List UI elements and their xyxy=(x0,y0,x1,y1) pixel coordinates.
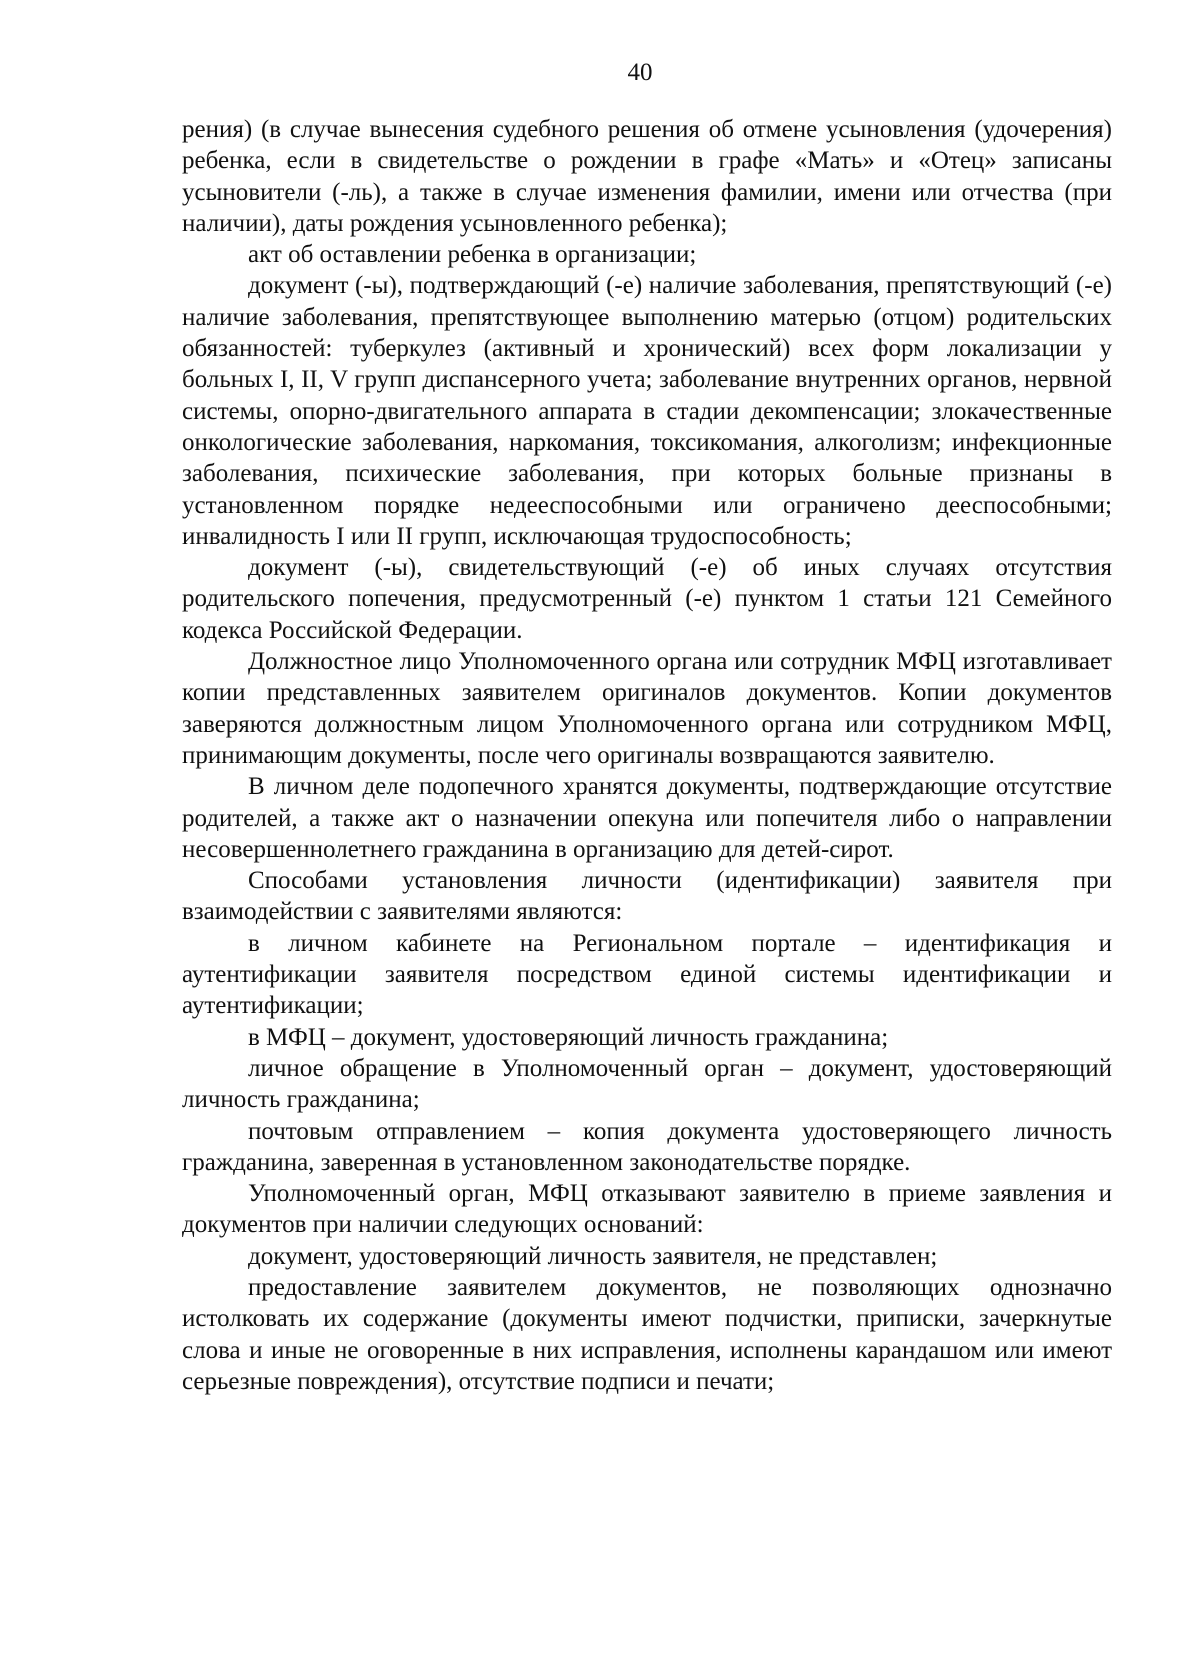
paragraph-personal-file: В личном деле подопечного хранятся документы, подтверждающие отсутствие родителей, а также акт о назначении опекуна или попечителя либо о направлении несовершеннолетнего гражданина в организацию для детей-сирот. xyxy=(182,773,1112,863)
paragraph-other-cases: документ (-ы), свидетельствующий (-е) об иных случаях отсутствия родительского попечения, предусмотренный (-е) пунктом 1 статьи 121 Семейного кодекса Российской Федерации. xyxy=(182,554,1112,644)
paragraph-identification-methods: Способами установления личности (идентификации) заявителя при взаимодействии с заявителями являются: xyxy=(182,867,1112,926)
page-number: 40 xyxy=(627,59,653,86)
paragraph-personal-visit: личное обращение в Уполномоченный орган – документ, удостоверяющий личность гражданина; xyxy=(182,1054,1112,1114)
paragraph-copies: Должностное лицо Уполномоченного органа или сотрудник МФЦ изготавливает копии представленных заявителем оригиналов документов. Копии документов заверяются должностным лицом Уполномоченного органа или сотрудником МФЦ, принимающим документы, после чего оригиналы возвращаются заявителю. xyxy=(182,648,1112,769)
paragraph-mfc: в МФЦ – документ, удостоверяющий личность гражданина; xyxy=(248,1023,889,1051)
paragraph-postal: почтовым отправлением – копия документа удостоверяющего личность гражданина, заверенная в установленном законодательстве порядке. xyxy=(182,1117,1112,1176)
paragraph-continuation: рения) (в случае вынесения судебного решения об отмене усыновления (удочерения) ребенка, если в свидетельстве о рождении в графе «Мать» и «Отец» записаны усыновители (-ль), а также в случае изменения фамилии, имени или отчества (при наличии), даты рождения усыновленного ребенка); xyxy=(182,116,1112,237)
paragraph-disease-documents: документ (-ы), подтверждающий (-е) наличие заболевания, препятствующий (-е) наличие заболевания, препятствующее выполнению матерью (отцом) родительских обязанностей: туберкулез (активный и хронический) всех форм локализации у больных I, II, V групп диспансерного учета; заболевание внутренних органов, нервной системы, опорно-двигательного аппарата в стадии декомпенсации; злокачественные онкологические заболевания, наркомания, токсикомания, алкоголизм; инфекционные заболевания, психические заболевания, при которых больные признаны в установленном порядке недееспособными или ограничено дееспособными; инвалидность I или II групп, исключающая трудоспособность; xyxy=(182,272,1112,550)
document-body xyxy=(182,114,1112,1397)
paragraph-no-id-document: документ, удостоверяющий личность заявителя, не представлен; xyxy=(248,1242,938,1270)
paragraph-act-abandonment: акт об оставлении ребенка в организации; xyxy=(248,241,697,269)
paragraph-ambiguous-documents: предоставление заявителем документов, не позволяющих однозначно истолковать их содержание (документы имеют подчистки, приписки, зачеркнутые слова и иные не оговоренные в них исправления, исполнены карандашом или имеют серьезные повреждения), отсутствие подписи и печати; xyxy=(182,1273,1112,1395)
paragraph-refusal-grounds: Уполномоченный орган, МФЦ отказывают заявителю в приеме заявления и документов при наличии следующих оснований: xyxy=(182,1180,1112,1239)
paragraph-regional-portal: в личном кабинете на Региональном портале – идентификация и аутентификации заявителя посредством единой системы идентификации и аутентификации; xyxy=(182,929,1112,1020)
